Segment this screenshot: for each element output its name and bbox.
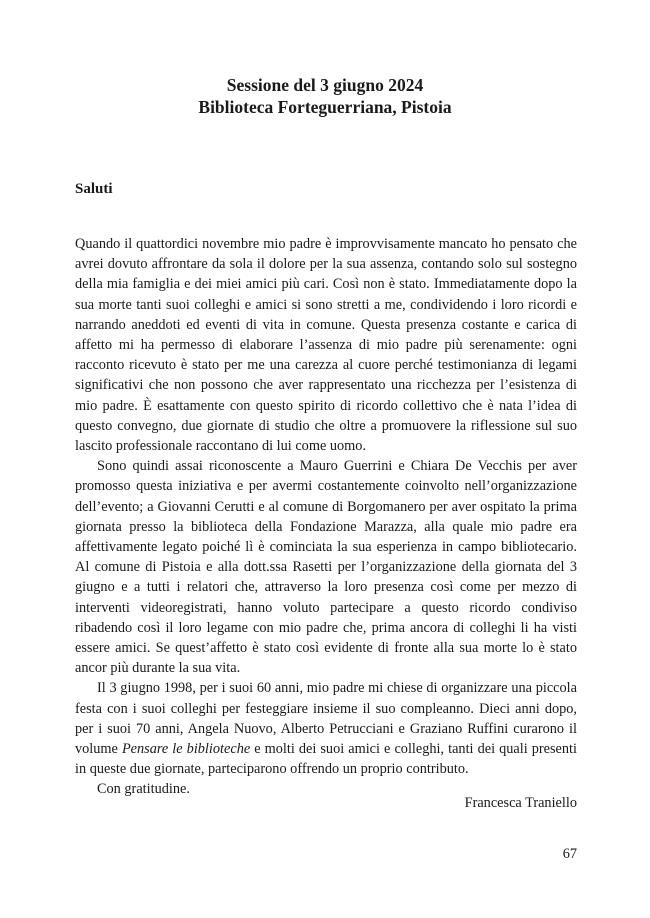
page-number: 67	[562, 846, 577, 862]
body-text	[75, 234, 577, 800]
paragraph-1: Quando il quattordici novembre mio padre è improvvisamente mancato ho pensato che avrei dovuto affrontare da sola il dolore per la sua assenza, contando solo sul sostegno della mia famiglia e dei miei amici più cari. Così non è stato. Immediatamente dopo la sua morte tanti suoi colleghi e amici si sono stretti a me, condividendo i loro ricordi e narrando aneddoti ed eventi di vita in comune. Questa presenza costante e carica di affetto mi ha permesso di elaborare l’assenza di mio padre più serenamente: ogni racconto ricevuto è stato per me una carezza al cuore perché testimonianza di legami significativi che non possono che aver rappresentato una ricchezza per l’esistenza di mio padre. È esattamente con questo spirito di ricordo collettivo che è nata l’idea di questo convegno, due giornate di studio che oltre a promuovere la riflessione sul suo lascito professionale raccontano di lui come uomo.	[75, 236, 577, 455]
paragraph-3-text-before: Il 3 giugno 1998, per i suoi 60 anni, mio padre mi chiese di organizzare una piccola festa con i suoi colleghi per festeggiare insieme il suo compleanno. Dieci anni dopo, per i suoi 70 anni, Angela Nuovo, Alberto Petrucciani e Graziano Ruffini curarono il volume	[75, 680, 577, 758]
section-title: Saluti	[75, 181, 113, 197]
author-signature: Francesca Traniello	[464, 795, 577, 811]
session-venue-title: Biblioteca Forteguerriana, Pistoia	[198, 97, 452, 117]
session-header	[0, 74, 650, 118]
book-title: Pensare le biblioteche	[121, 741, 251, 758]
paragraph-2: Sono quindi assai riconoscente a Mauro Guerrini e Chiara De Vecchis per aver promosso questa iniziativa e per avermi costantemente coinvolto nell’organizzazione dell’evento; a Giovanni Cerutti e al comune di Borgomanero per aver ospitato la prima giornata presso la biblioteca della Fondazione Marazza, alla quale mio padre era affettivamente legato poiché lì è cominciata la sua esperienza in campo bibliotecario. Al comune di Pistoia e alla dott.ssa Rasetti per l’organizzazione della giornata del 3 giugno e a tutti i relatori che, attraverso la loro presenza così come per mezzo di interventi videoregistrati, hanno voluto partecipare a questo ricordo condiviso ribadendo così il loro legame con mio padre che, prima ancora di colleghi li ha visti essere amici. Se quest’affetto è stato così evidente di fronte alla sua morte lo è stato ancor più durante la sua vita.	[75, 458, 577, 677]
paragraph-3	[75, 678, 577, 779]
paragraph-3-text-after: e molti dei suoi amici e colleghi, tanti dei quali presenti in queste due giornate, parteciparono offrendo un proprio contributo.	[75, 741, 577, 778]
session-date-title: Sessione del 3 giugno 2024	[226, 75, 424, 95]
closing-line: Con gratitudine.	[97, 781, 190, 798]
